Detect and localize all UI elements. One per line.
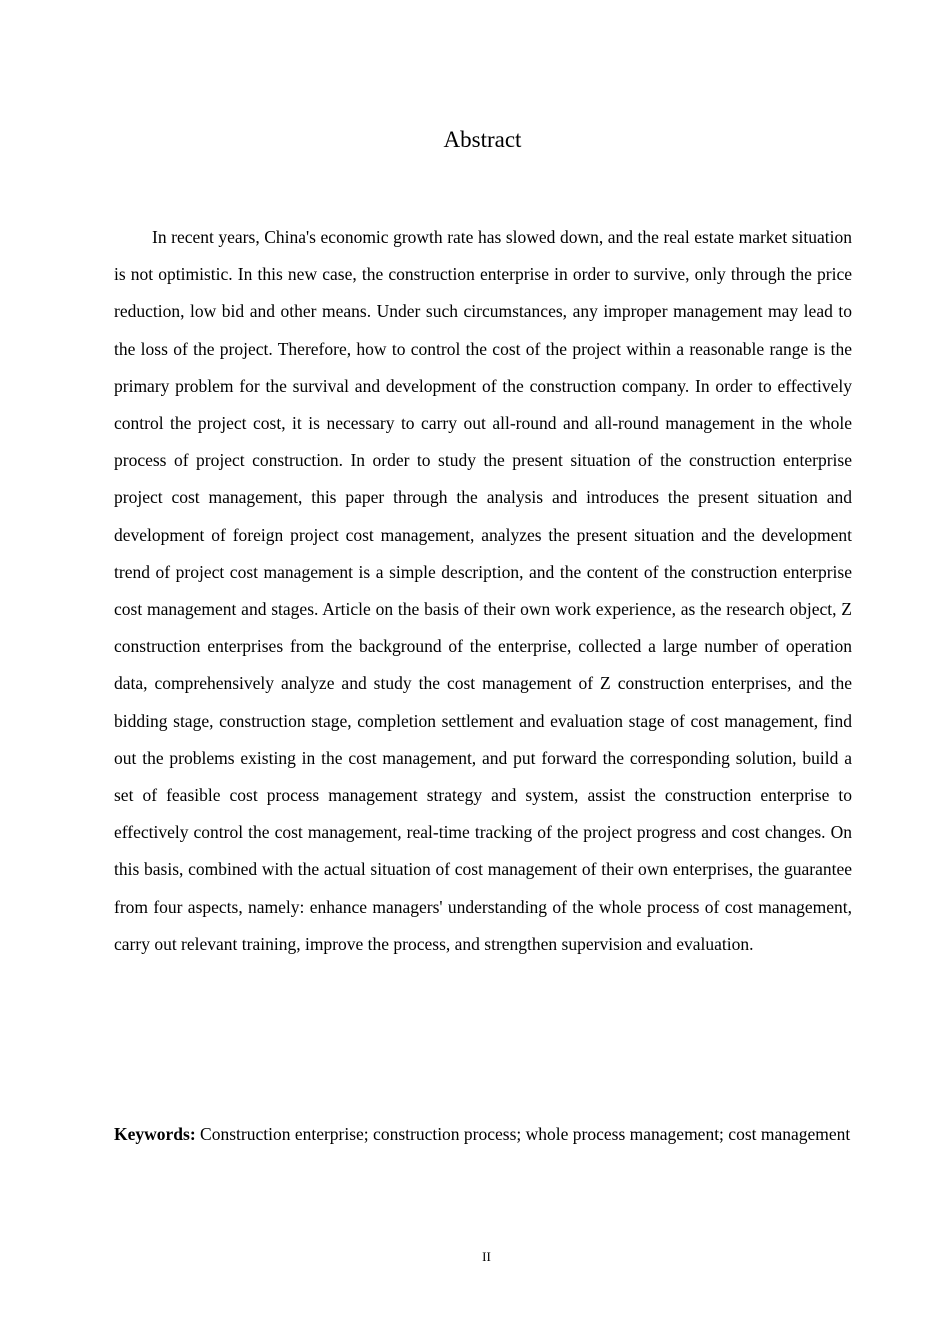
page-title: Abstract <box>443 127 522 152</box>
keywords-label: Keywords: <box>114 1124 196 1144</box>
keywords-text: Construction enterprise; construction process; whole process management; cost management <box>200 1124 851 1144</box>
abstract-paragraph: In recent years, China's economic growth rate has slowed down, and the real estate market situation is not optimistic. In this new case, the construction enterprise in order to survive, only through the price reduction, low bid and other means. Under such circumstances, any improper management may lead to the loss of the project. Therefore, how to control the cost of the project within a reasonable range is the primary problem for the survival and development of the construction company. In order to effectively control the project cost, it is necessary to carry out all-round and all-round management in the whole process of project construction. In order to study the present situation of the construction enterprise project cost management, this paper through the analysis and introduces the present situation and development of foreign project cost management, analyzes the present situation and the development trend of project cost management is a simple description, and the content of the construction enterprise cost management and stages. Article on the basis of their own work experience, as the research object, Z construction enterprises from the background of the enterprise, collected a large number of operation data, comprehensively analyze and study the cost management of Z construction enterprises, and the bidding stage, construction stage, completion settlement and evaluation stage of cost management, find out the problems existing in the cost management, and put forward the corresponding solution, build a set of feasible cost process management strategy and system, assist the construction enterprise to effectively control the cost management, real-time tracking of the project progress and cost changes. On this basis, combined with the actual situation of cost management of their own enterprises, the guarantee from four aspects, namely: enhance managers' understanding of the whole process of cost management, carry out relevant training, improve the process, and strengthen supervision and evaluation. <box>114 227 852 954</box>
page-number: II <box>482 1249 491 1264</box>
keywords-line <box>114 1116 852 1153</box>
